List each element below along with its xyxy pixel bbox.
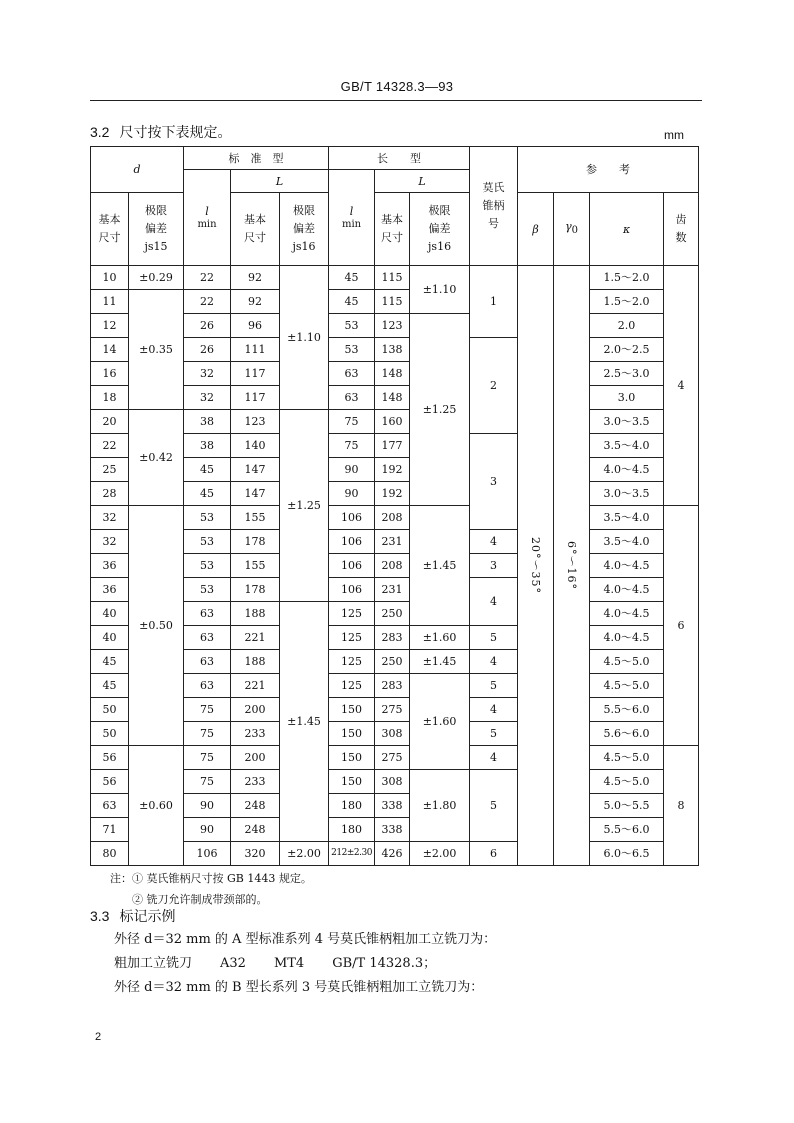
- section-3-3: [90, 906, 175, 926]
- cell-morse-taper: 2: [470, 338, 518, 434]
- cell-l-std: 45: [184, 482, 231, 506]
- cell-L-long-tolerance: ±1.80: [410, 770, 470, 842]
- header-gamma: $\gamma_0$: [554, 193, 590, 266]
- cell-morse-taper: 5: [470, 770, 518, 842]
- cell-morse-taper: 3: [470, 434, 518, 530]
- cell-l-long: 90: [329, 458, 375, 482]
- cell-d: 50: [91, 722, 129, 746]
- example-line-1: 外径 d＝32 mm 的 A 型标准系列 4 号莫氏锥柄粗加工立铣刀为：: [114, 932, 497, 947]
- header-reference: 参 考: [518, 147, 699, 193]
- cell-L-std: 117: [231, 386, 280, 410]
- cell-l-long: 53: [329, 314, 375, 338]
- cell-l-long: 63: [329, 362, 375, 386]
- cell-morse-taper: 5: [470, 674, 518, 698]
- cell-L-long: 160: [375, 410, 410, 434]
- cell-L-std: 92: [231, 266, 280, 290]
- cell-L-long: 148: [375, 362, 410, 386]
- cell-L-std: 233: [231, 722, 280, 746]
- cell-d: 36: [91, 554, 129, 578]
- cell-d: 20: [91, 410, 129, 434]
- cell-L-std: 147: [231, 482, 280, 506]
- cell-L-std: 117: [231, 362, 280, 386]
- cell-l-long: 106: [329, 578, 375, 602]
- cell-l-std: 22: [184, 266, 231, 290]
- cell-morse-taper: 3: [470, 554, 518, 578]
- cell-L-long: 208: [375, 554, 410, 578]
- cell-l-std: 45: [184, 458, 231, 482]
- cell-L-std: 248: [231, 794, 280, 818]
- cell-kappa: 3.5～4.0: [590, 434, 664, 458]
- header-L-long: L: [375, 170, 470, 193]
- example-product: 粗加工立铣刀: [114, 956, 193, 971]
- cell-L-std: 123: [231, 410, 280, 434]
- cell-morse-taper: 1: [470, 266, 518, 338]
- cell-l-long-value: 212: [331, 848, 347, 858]
- cell-kappa: 4.0～4.5: [590, 458, 664, 482]
- cell-L-std: 178: [231, 530, 280, 554]
- cell-d: 18: [91, 386, 129, 410]
- cell-L-long: 308: [375, 722, 410, 746]
- cell-l-long: 125: [329, 626, 375, 650]
- cell-kappa: 4.5～5.0: [590, 674, 664, 698]
- note-1: 注：① 莫氏锥柄尺寸按 GB 1443 规定。: [110, 872, 312, 885]
- cell-d-tolerance: ±0.29: [129, 266, 184, 290]
- cell-L-long: 283: [375, 674, 410, 698]
- cell-d: 45: [91, 650, 129, 674]
- cell-l-long: 150: [329, 722, 375, 746]
- cell-L-std-tolerance: ±1.45: [280, 602, 329, 842]
- cell-kappa: 4.5～5.0: [590, 770, 664, 794]
- cell-l-long: 75: [329, 434, 375, 458]
- beta-range: 20°～35°: [529, 537, 543, 594]
- cell-l-long: 106: [329, 554, 375, 578]
- table-row: [91, 506, 699, 530]
- cell-l-std: 32: [184, 362, 231, 386]
- running-header: GB/T 14328.3—93: [340, 79, 454, 94]
- cell-l-std: 75: [184, 770, 231, 794]
- cell-l-std: 53: [184, 506, 231, 530]
- cell-d: 11: [91, 290, 129, 314]
- cell-l-std: 75: [184, 722, 231, 746]
- header-morse: 莫氏锥柄号: [470, 147, 518, 266]
- header-rule: [90, 100, 702, 101]
- cell-l-std: 26: [184, 338, 231, 362]
- cell-L-long: 123: [375, 314, 410, 338]
- cell-l-long-tolerance: ±2.30: [346, 848, 372, 858]
- cell-l-long: 75: [329, 410, 375, 434]
- cell-kappa: 4.0～4.5: [590, 626, 664, 650]
- cell-L-long: 192: [375, 482, 410, 506]
- dimension-table: [90, 146, 699, 866]
- cell-d: 25: [91, 458, 129, 482]
- cell-d: 14: [91, 338, 129, 362]
- cell-d: 50: [91, 698, 129, 722]
- cell-L-std: 221: [231, 626, 280, 650]
- cell-kappa: 2.0: [590, 314, 664, 338]
- cell-kappa: 3.0～3.5: [590, 410, 664, 434]
- cell-l-std: 53: [184, 578, 231, 602]
- cell-l-std: 38: [184, 434, 231, 458]
- cell-kappa: 3.0: [590, 386, 664, 410]
- cell-L-std-tolerance: ±2.00: [280, 842, 329, 866]
- section-title: 标记示例: [119, 909, 176, 925]
- cell-morse-taper: 4: [470, 578, 518, 626]
- cell-l-std: 53: [184, 530, 231, 554]
- cell-l-long: 63: [329, 386, 375, 410]
- table-notes: [110, 868, 312, 910]
- cell-l-long: 125: [329, 674, 375, 698]
- cell-L-long: 231: [375, 578, 410, 602]
- section-3-2: [90, 122, 231, 142]
- cell-d: 80: [91, 842, 129, 866]
- cell-L-std: 155: [231, 554, 280, 578]
- cell-L-long-tolerance: ±1.45: [410, 506, 470, 626]
- cell-l-std: 90: [184, 794, 231, 818]
- page-number: 2: [95, 1031, 102, 1043]
- cell-kappa: 3.0～3.5: [590, 482, 664, 506]
- example-line-2: [114, 952, 464, 971]
- cell-morse-taper: 5: [470, 722, 518, 746]
- cell-l-long: 125: [329, 602, 375, 626]
- cell-morse-taper: 4: [470, 650, 518, 674]
- cell-d: 71: [91, 818, 129, 842]
- cell-l-long: 53: [329, 338, 375, 362]
- header-L-std: L: [231, 170, 329, 193]
- header-L-std-tol: 极限偏差js16: [280, 193, 329, 266]
- cell-d: 32: [91, 506, 129, 530]
- cell-L-long-tolerance: ±1.25: [410, 314, 470, 506]
- cell-l-std: 90: [184, 818, 231, 842]
- cell-morse-taper: 4: [470, 746, 518, 770]
- header-kappa: κ: [590, 193, 664, 266]
- cell-L-long: 148: [375, 386, 410, 410]
- header-L-long-tol: 极限偏差js16: [410, 193, 470, 266]
- cell-d: 12: [91, 314, 129, 338]
- cell-l-long: 45: [329, 266, 375, 290]
- cell-L-std: 92: [231, 290, 280, 314]
- cell-l-long: 180: [329, 794, 375, 818]
- cell-gamma: [554, 266, 590, 866]
- table-row: [91, 746, 699, 770]
- cell-L-std: 233: [231, 770, 280, 794]
- cell-L-long-tolerance: ±1.10: [410, 266, 470, 314]
- cell-L-long: 426: [375, 842, 410, 866]
- cell-morse-taper: 5: [470, 626, 518, 650]
- cell-L-long: 192: [375, 458, 410, 482]
- cell-L-long-tolerance: ±1.60: [410, 674, 470, 770]
- cell-L-long: 338: [375, 794, 410, 818]
- cell-morse-taper: 4: [470, 698, 518, 722]
- cell-L-std-tolerance: ±1.25: [280, 410, 329, 602]
- cell-L-long: 250: [375, 650, 410, 674]
- cell-d-tolerance: ±0.60: [129, 746, 184, 866]
- table-row: [91, 410, 699, 434]
- cell-d: 40: [91, 602, 129, 626]
- table-row: [91, 290, 699, 314]
- cell-l-long: [329, 842, 375, 866]
- cell-L-std: 188: [231, 602, 280, 626]
- cell-L-std: 178: [231, 578, 280, 602]
- cell-l-long: 106: [329, 506, 375, 530]
- header-d: d: [91, 147, 184, 193]
- cell-kappa: 4.5～5.0: [590, 650, 664, 674]
- cell-d: 32: [91, 530, 129, 554]
- example-morse: MT4: [273, 956, 305, 971]
- cell-l-std: 26: [184, 314, 231, 338]
- cell-L-long: 308: [375, 770, 410, 794]
- cell-kappa: 4.5～5.0: [590, 746, 664, 770]
- cell-L-long: 138: [375, 338, 410, 362]
- cell-d: 56: [91, 746, 129, 770]
- cell-l-std: 63: [184, 650, 231, 674]
- cell-kappa: 1.5～2.0: [590, 266, 664, 290]
- header-long-type: 长 型: [329, 147, 470, 170]
- cell-l-long: 106: [329, 530, 375, 554]
- cell-kappa: 5.5～6.0: [590, 818, 664, 842]
- header-teeth: 齿数: [664, 193, 699, 266]
- cell-L-long: 115: [375, 290, 410, 314]
- example-line-3: 外径 d＝32 mm 的 B 型长系列 3 号莫氏锥柄粗加工立铣刀为：: [114, 980, 484, 995]
- cell-d-tolerance: ±0.50: [129, 506, 184, 746]
- header-l-long: l min: [329, 170, 375, 266]
- cell-l-long: 150: [329, 698, 375, 722]
- example-code: A32: [220, 956, 246, 971]
- cell-l-std: 106: [184, 842, 231, 866]
- cell-L-std-tolerance: ±1.10: [280, 266, 329, 410]
- cell-d: 22: [91, 434, 129, 458]
- cell-teeth: 4: [664, 266, 699, 506]
- table-row: [91, 266, 699, 290]
- cell-L-std: 96: [231, 314, 280, 338]
- cell-kappa: 2.5～3.0: [590, 362, 664, 386]
- cell-d: 36: [91, 578, 129, 602]
- cell-L-long: 250: [375, 602, 410, 626]
- header-L-std-basic: 基本尺寸: [231, 193, 280, 266]
- cell-kappa: 1.5～2.0: [590, 290, 664, 314]
- cell-L-long: 283: [375, 626, 410, 650]
- cell-l-std: 22: [184, 290, 231, 314]
- cell-L-long: 231: [375, 530, 410, 554]
- cell-kappa: 4.0～4.5: [590, 602, 664, 626]
- cell-L-long: 275: [375, 698, 410, 722]
- cell-L-long: 208: [375, 506, 410, 530]
- cell-l-std: 38: [184, 410, 231, 434]
- cell-d: 28: [91, 482, 129, 506]
- cell-kappa: 6.0～6.5: [590, 842, 664, 866]
- cell-L-long-tolerance: ±1.45: [410, 650, 470, 674]
- cell-d: 40: [91, 626, 129, 650]
- cell-d-tolerance: ±0.35: [129, 290, 184, 410]
- cell-beta: [518, 266, 554, 866]
- cell-l-long: 90: [329, 482, 375, 506]
- cell-d: 10: [91, 266, 129, 290]
- cell-L-std: 320: [231, 842, 280, 866]
- header-standard-type: 标 准 型: [184, 147, 329, 170]
- cell-kappa: 4.0～4.5: [590, 554, 664, 578]
- cell-l-long: 125: [329, 650, 375, 674]
- header-beta: β: [518, 193, 554, 266]
- cell-l-std: 75: [184, 698, 231, 722]
- cell-kappa: 5.0～5.5: [590, 794, 664, 818]
- cell-l-long: 150: [329, 746, 375, 770]
- cell-L-long: 338: [375, 818, 410, 842]
- cell-d: 56: [91, 770, 129, 794]
- cell-l-std: 63: [184, 602, 231, 626]
- cell-morse-taper: 4: [470, 530, 518, 554]
- cell-L-long: 115: [375, 266, 410, 290]
- cell-teeth: 6: [664, 506, 699, 746]
- cell-L-long-tolerance: ±1.60: [410, 626, 470, 650]
- gamma-range: 6°～16°: [565, 541, 579, 590]
- cell-teeth: 8: [664, 746, 699, 866]
- cell-kappa: 5.6～6.0: [590, 722, 664, 746]
- header-l-std: l min: [184, 170, 231, 266]
- cell-kappa: 2.0～2.5: [590, 338, 664, 362]
- cell-d: 16: [91, 362, 129, 386]
- cell-d: 63: [91, 794, 129, 818]
- cell-l-std: 32: [184, 386, 231, 410]
- cell-L-std: 140: [231, 434, 280, 458]
- cell-L-std: 155: [231, 506, 280, 530]
- cell-kappa: 3.5～4.0: [590, 530, 664, 554]
- cell-L-long: 177: [375, 434, 410, 458]
- cell-kappa: 3.5～4.0: [590, 506, 664, 530]
- cell-L-std: 188: [231, 650, 280, 674]
- cell-L-std: 200: [231, 698, 280, 722]
- cell-L-std: 147: [231, 458, 280, 482]
- section-title: 尺寸按下表规定。: [119, 125, 232, 141]
- header-d-tol: 极限偏差js15: [129, 193, 184, 266]
- cell-L-std: 248: [231, 818, 280, 842]
- header-L-long-basic: 基本尺寸: [375, 193, 410, 266]
- cell-l-std: 53: [184, 554, 231, 578]
- cell-kappa: 5.5～6.0: [590, 698, 664, 722]
- cell-d-tolerance: ±0.42: [129, 410, 184, 506]
- cell-L-std: 200: [231, 746, 280, 770]
- cell-l-std: 75: [184, 746, 231, 770]
- cell-morse-taper: 6: [470, 842, 518, 866]
- cell-l-std: 63: [184, 626, 231, 650]
- cell-L-std: 221: [231, 674, 280, 698]
- unit-label: mm: [664, 128, 684, 142]
- cell-kappa: 4.0～4.5: [590, 578, 664, 602]
- example-standard: GB/T 14328.3；: [332, 956, 437, 971]
- cell-L-long-tolerance: ±2.00: [410, 842, 470, 866]
- cell-d: 45: [91, 674, 129, 698]
- header-d-basic: 基本尺寸: [91, 193, 129, 266]
- section-number: 3.3: [90, 908, 110, 924]
- cell-l-long: 180: [329, 818, 375, 842]
- cell-l-long: 45: [329, 290, 375, 314]
- cell-L-std: 111: [231, 338, 280, 362]
- cell-L-long: 275: [375, 746, 410, 770]
- section-number: 3.2: [90, 124, 110, 140]
- cell-l-long: 150: [329, 770, 375, 794]
- cell-l-std: 63: [184, 674, 231, 698]
- note-2: ② 铣刀允许制成带颈部的。: [132, 893, 268, 906]
